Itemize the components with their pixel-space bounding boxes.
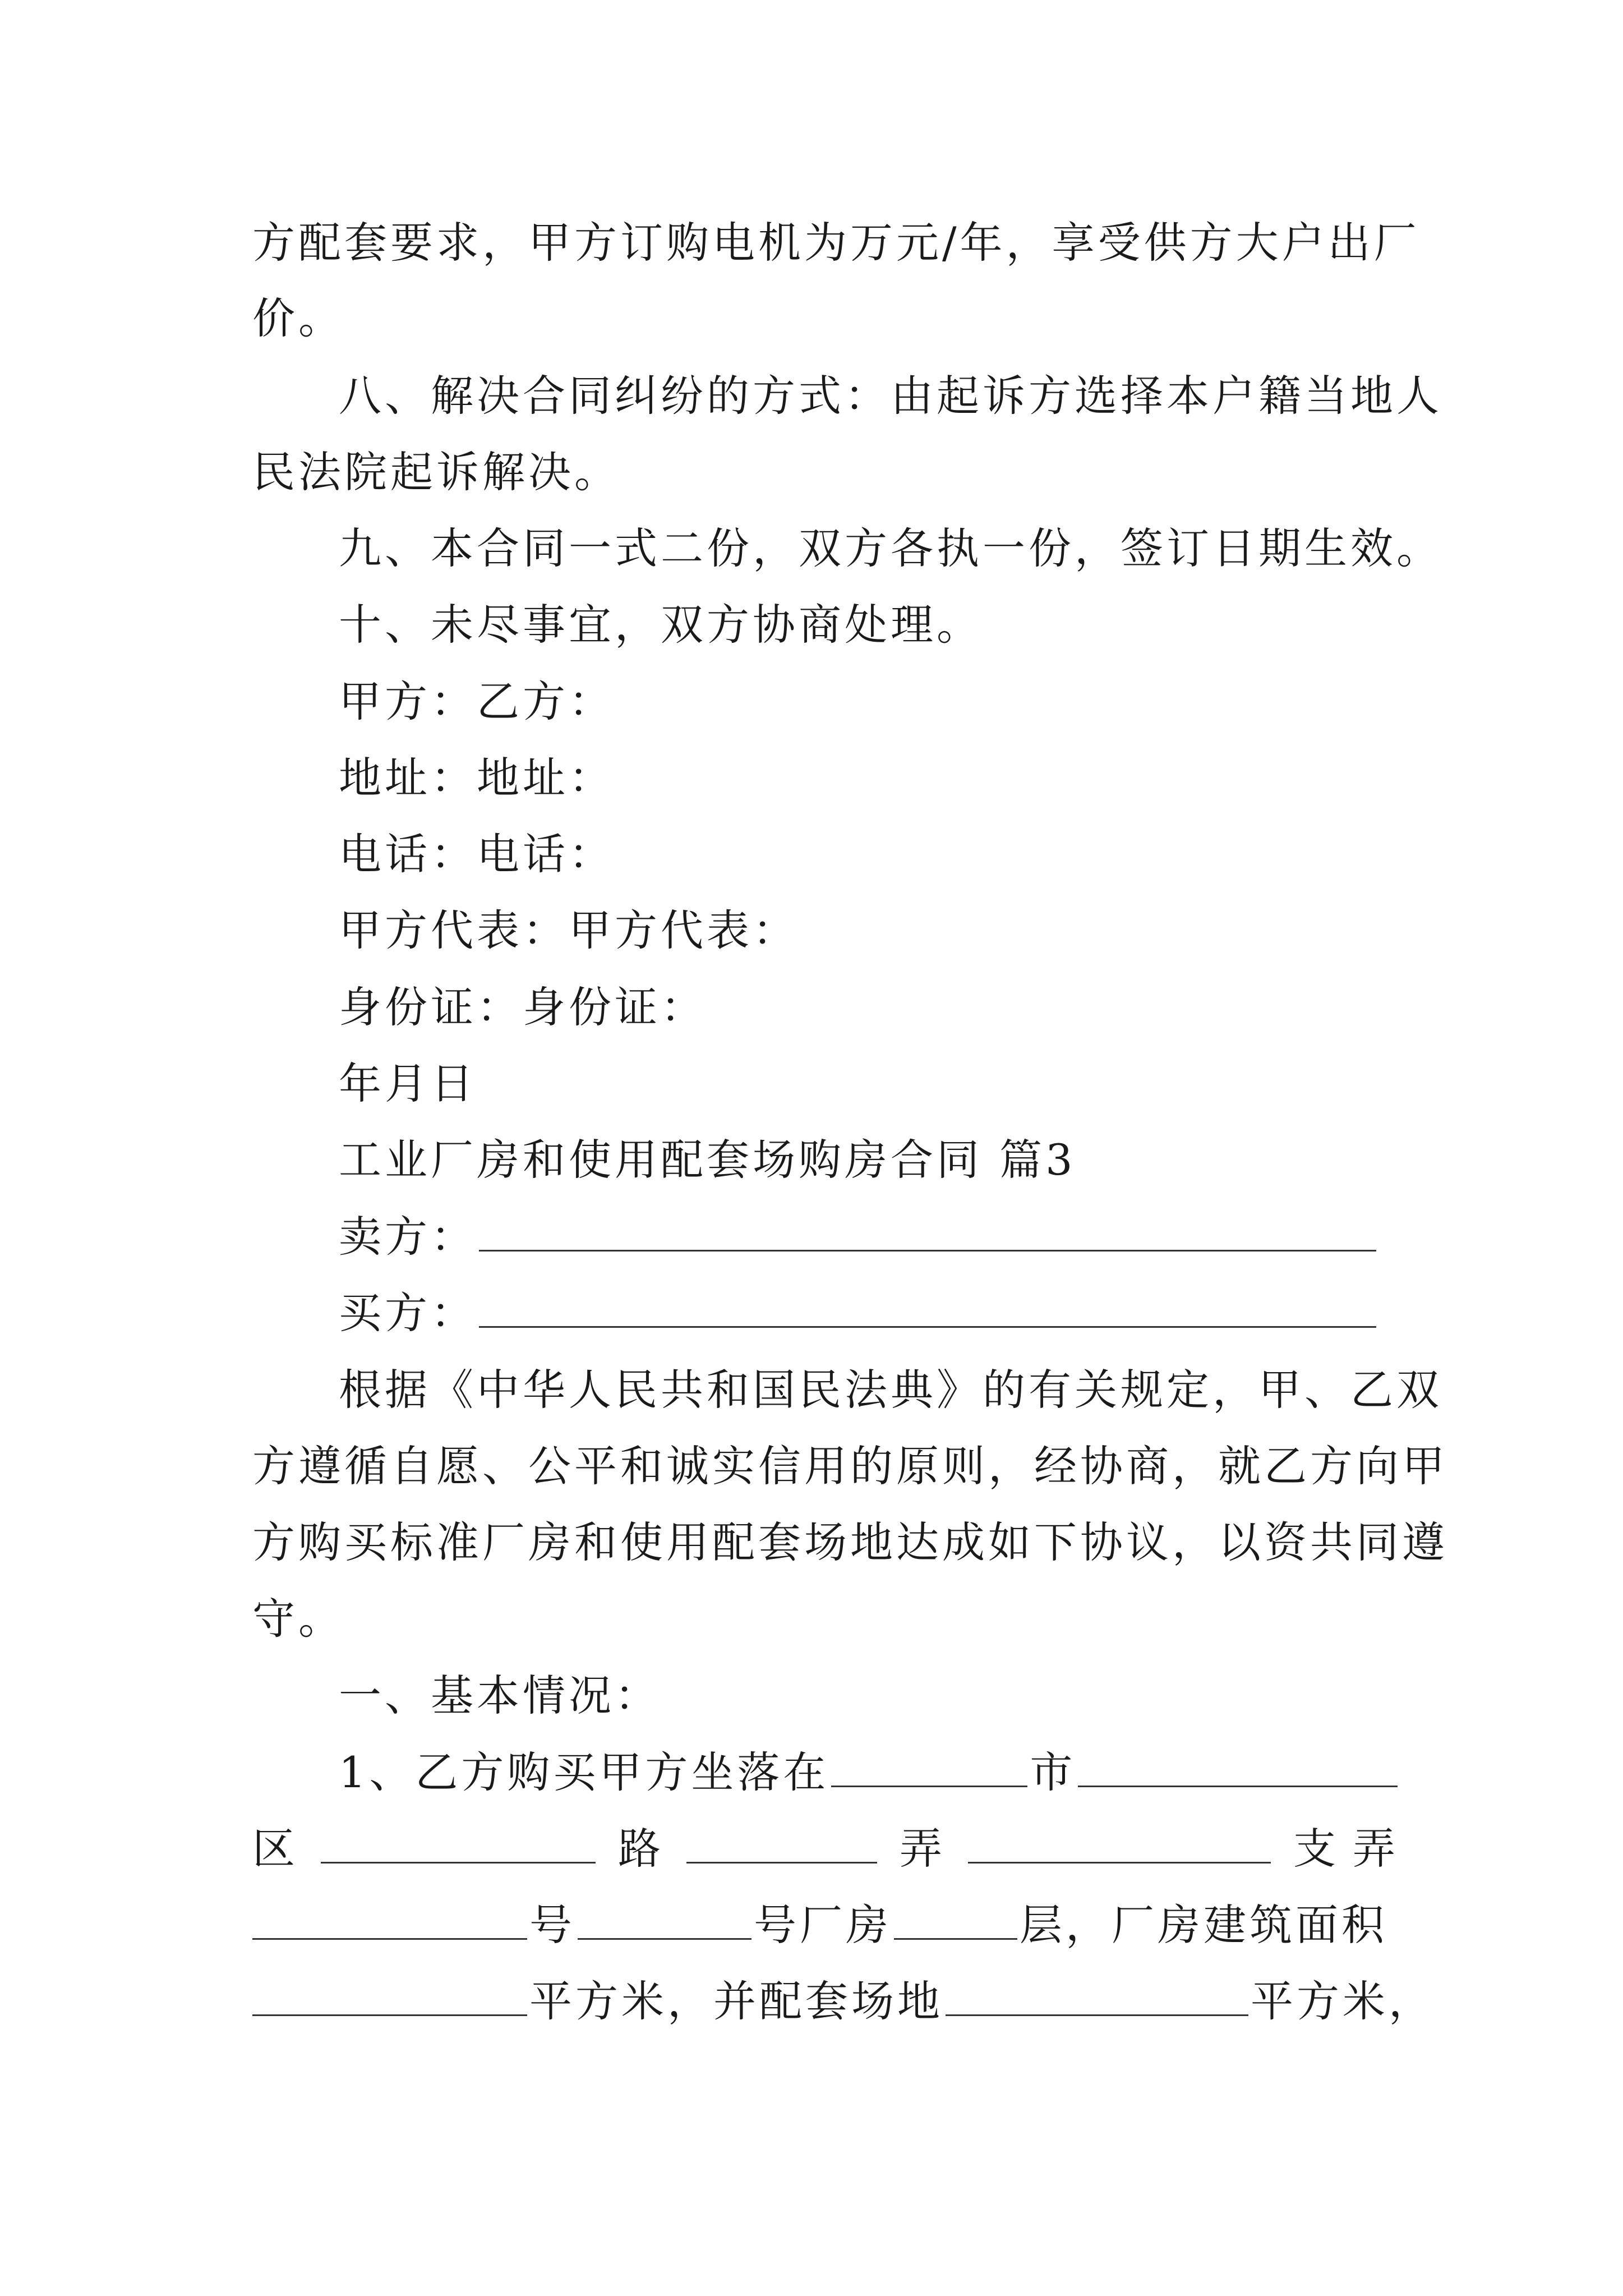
paragraph-line: 根据《中华人民共和国民法典》的有关规定，甲、乙双 bbox=[339, 1365, 1442, 1415]
signature-representative: 甲方代表：甲方代表： bbox=[339, 905, 799, 955]
paragraph-line: 守。 bbox=[252, 1594, 344, 1644]
buyer-blank bbox=[479, 1291, 1376, 1328]
item1-number: 号 bbox=[529, 1900, 575, 1950]
city-blank bbox=[831, 1751, 1027, 1787]
signature-phone: 电话：电话： bbox=[339, 829, 615, 879]
city-tail-blank bbox=[1078, 1751, 1398, 1787]
paragraph-line: 方遵循自愿、公平和诚实信用的原则，经协商，就乙方向甲 bbox=[252, 1441, 1448, 1491]
lane-blank bbox=[968, 1827, 1271, 1864]
paragraph-line: 九、本合同一式二份，双方各执一份，签订日期生效。 bbox=[339, 523, 1442, 573]
item1-building: 号厂房 bbox=[754, 1900, 892, 1950]
building-blank bbox=[578, 1903, 751, 1940]
item1-line3 bbox=[252, 1900, 1387, 1950]
signature-id-card: 身份证：身份证： bbox=[339, 982, 707, 1032]
paragraph-line: 价。 bbox=[252, 293, 344, 343]
seller-blank bbox=[479, 1215, 1376, 1251]
road-blank bbox=[686, 1827, 877, 1864]
item1-lane: 弄 bbox=[900, 1824, 946, 1874]
paragraph-line: 八、解决合同纠纷的方式：由起诉方选择本户籍当地人 bbox=[339, 371, 1442, 421]
paragraph-line: 民法院起诉解决。 bbox=[252, 447, 620, 497]
buyer-line bbox=[339, 1288, 1378, 1338]
section-heading: 工业厂房和使用配套场购房合同 篇3 bbox=[339, 1135, 1076, 1185]
item1-road: 路 bbox=[618, 1824, 664, 1874]
item1-line4 bbox=[252, 1976, 1435, 2026]
district-blank bbox=[321, 1827, 596, 1864]
number-blank bbox=[252, 1903, 527, 1940]
site-area-blank bbox=[946, 1980, 1248, 2016]
item1-sqm-end: 平方米， bbox=[1251, 1976, 1435, 2026]
floor-blank bbox=[894, 1903, 1017, 1940]
paragraph-line: 十、未尽事宜，双方协商处理。 bbox=[339, 600, 983, 650]
paragraph-line: 方购买标准厂房和使用配套场地达成如下协议，以资共同遵 bbox=[252, 1517, 1448, 1567]
buyer-label: 买方： bbox=[339, 1288, 477, 1338]
item1-floor: 层，厂房建筑面积 bbox=[1020, 1900, 1387, 1950]
item1-line2 bbox=[252, 1824, 1412, 1874]
signature-parties: 甲方：乙方： bbox=[339, 677, 615, 726]
basic-heading: 一、基本情况： bbox=[339, 1671, 661, 1720]
signature-address: 地址：地址： bbox=[339, 753, 615, 803]
item1-district: 区 bbox=[252, 1824, 298, 1874]
item1-sqm: 平方米，并配套场地 bbox=[529, 1976, 943, 2026]
item1-city: 市 bbox=[1030, 1747, 1076, 1797]
item1-prefix: 1、乙方购买甲方坐落在 bbox=[339, 1747, 829, 1797]
paragraph-line: 方配套要求，甲方订购电机为万元/年，享受供方大户出厂 bbox=[252, 218, 1420, 268]
item1-sub-lane: 支弄 bbox=[1293, 1824, 1412, 1874]
item1-line1 bbox=[339, 1747, 1400, 1797]
signature-date: 年月日 bbox=[339, 1059, 477, 1108]
seller-label: 卖方： bbox=[339, 1212, 477, 1262]
area-blank bbox=[252, 1980, 527, 2016]
seller-line bbox=[339, 1212, 1378, 1262]
